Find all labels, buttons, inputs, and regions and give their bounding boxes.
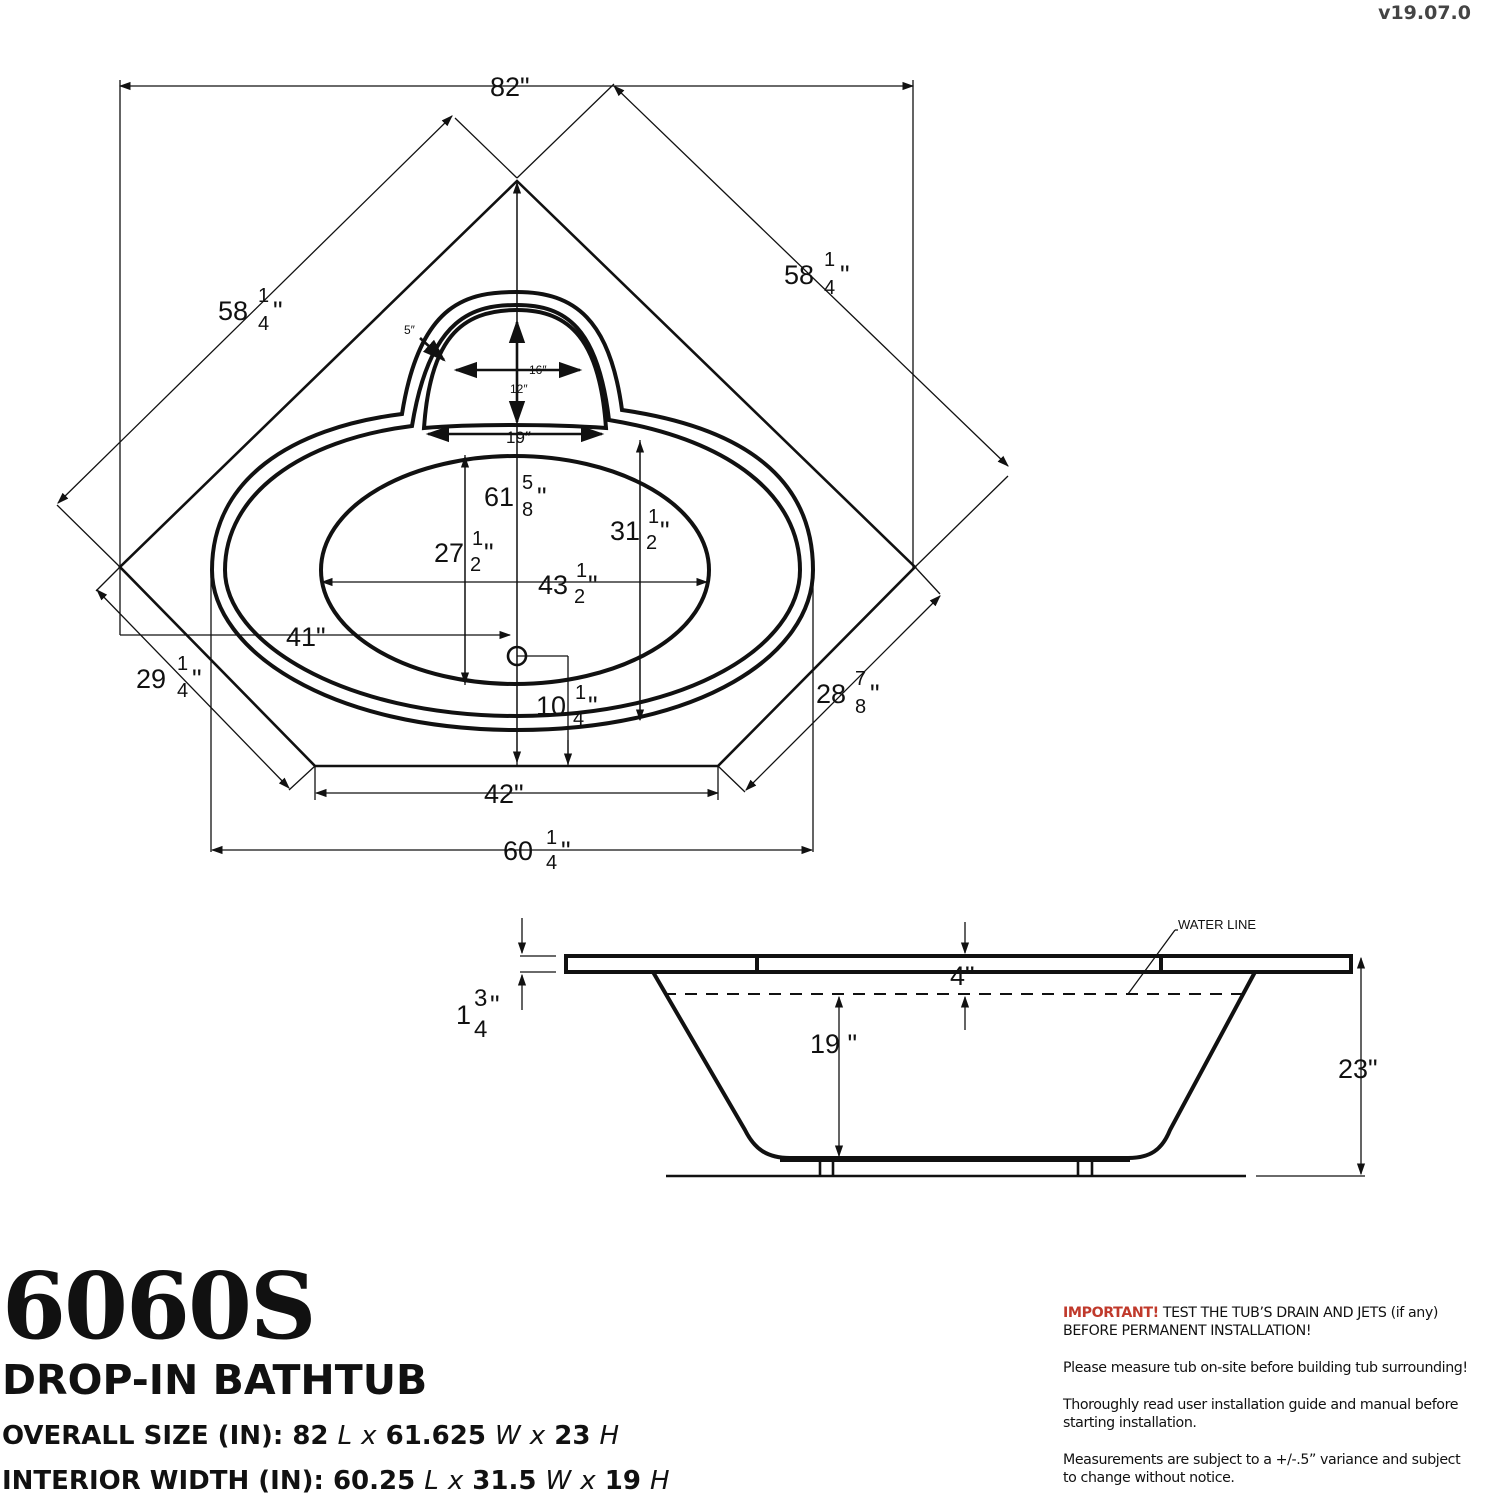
svg-text:5: 5 [522, 472, 534, 494]
important-note: IMPORTANT! TEST THE TUB’S DRAIN AND JETS (if any) BEFORE PERMANENT INSTALLATION! [1063, 1305, 1438, 1339]
variance-note: Measurements are subject to a +/-.5” variance and subject to change without notice. [1063, 1452, 1461, 1486]
svg-text:58: 58 [784, 260, 815, 290]
svg-text:": " [660, 516, 670, 546]
armrest-width-label: 16″ [529, 363, 547, 377]
svg-text:4: 4 [474, 1016, 488, 1043]
overall-height-label: 23" [1338, 1054, 1378, 1084]
basin-oval [321, 456, 709, 684]
basin-length-label [484, 472, 547, 521]
svg-text:": " [537, 482, 547, 512]
armrest-base-label: 19″ [506, 428, 531, 447]
model-number: 6060S [2, 1252, 315, 1360]
svg-text:8: 8 [855, 696, 867, 718]
svg-text:1: 1 [177, 653, 189, 675]
svg-text:43: 43 [538, 570, 569, 600]
svg-text:2: 2 [646, 532, 658, 554]
svg-text:4: 4 [258, 313, 270, 335]
svg-text:3: 3 [474, 985, 488, 1012]
svg-text:1: 1 [576, 560, 588, 582]
drain-offset-label: 41" [286, 622, 326, 652]
svg-text:27: 27 [434, 538, 465, 568]
svg-text:1: 1 [546, 827, 558, 849]
top-view [57, 72, 1008, 874]
svg-text:": " [192, 664, 202, 694]
svg-text:61: 61 [484, 482, 515, 512]
svg-text:1: 1 [575, 682, 587, 704]
drain-to-front-label [536, 682, 598, 730]
svg-text:2: 2 [470, 554, 482, 576]
svg-text:60: 60 [503, 836, 534, 866]
left-short-side-label [136, 653, 202, 702]
read-guide-note: Thoroughly read user installation guide and manual before starting installation. [1063, 1397, 1459, 1431]
interior-size-spec: INTERIOR WIDTH (IN): 60.25 L x 31.5 W x 19 H [2, 1466, 670, 1496]
interior-depth-label: 19 " [810, 1029, 858, 1059]
svg-text:4: 4 [824, 277, 836, 299]
svg-text:": " [484, 538, 494, 568]
svg-text:8: 8 [522, 499, 534, 521]
measure-note: Please measure tub on-site before building tub surrounding! [1063, 1360, 1468, 1376]
version-label: v19.07.0 [1378, 2, 1471, 24]
svg-text:4: 4 [573, 708, 585, 730]
basin-width-label [434, 528, 494, 576]
svg-text:1: 1 [824, 249, 836, 271]
diag-side-right-label [784, 249, 850, 299]
svg-text:10: 10 [536, 691, 567, 721]
product-type: DROP-IN BATHTUB [2, 1356, 428, 1404]
water-line-depth-label: 4" [950, 961, 975, 991]
rim-thickness-label [456, 985, 500, 1043]
overall-size-spec: OVERALL SIZE (IN): 82 L x 61.625 W x 23 H [2, 1421, 620, 1451]
svg-text:1: 1 [456, 1000, 472, 1030]
svg-text:29: 29 [136, 664, 167, 694]
svg-text:1: 1 [258, 285, 270, 307]
svg-text:4: 4 [177, 680, 189, 702]
svg-text:1: 1 [648, 506, 660, 528]
water-line-label: WATER LINE [1178, 917, 1257, 932]
installation-notes [1063, 1304, 1475, 1506]
svg-text:": " [490, 990, 500, 1020]
svg-text:": " [840, 260, 850, 290]
svg-text:58: 58 [218, 296, 249, 326]
overall-length-label: 82" [490, 72, 530, 102]
svg-text:2: 2 [574, 586, 586, 608]
armrest-depth-label: 12″ [510, 382, 528, 396]
armrest-thickness-label: 5″ [404, 323, 415, 337]
svg-text:4: 4 [546, 852, 558, 874]
front-width-label: 42" [484, 779, 524, 809]
svg-text:7: 7 [855, 668, 867, 690]
svg-text:": " [561, 836, 571, 866]
inner-length-label [538, 560, 598, 608]
tub-body [653, 972, 1255, 1158]
svg-text:28: 28 [816, 679, 847, 709]
svg-text:": " [870, 679, 880, 709]
svg-text:1: 1 [472, 528, 484, 550]
side-view [456, 917, 1378, 1176]
svg-text:31: 31 [610, 516, 641, 546]
svg-text:": " [273, 296, 283, 326]
svg-text:": " [588, 691, 598, 721]
svg-text:": " [588, 570, 598, 600]
